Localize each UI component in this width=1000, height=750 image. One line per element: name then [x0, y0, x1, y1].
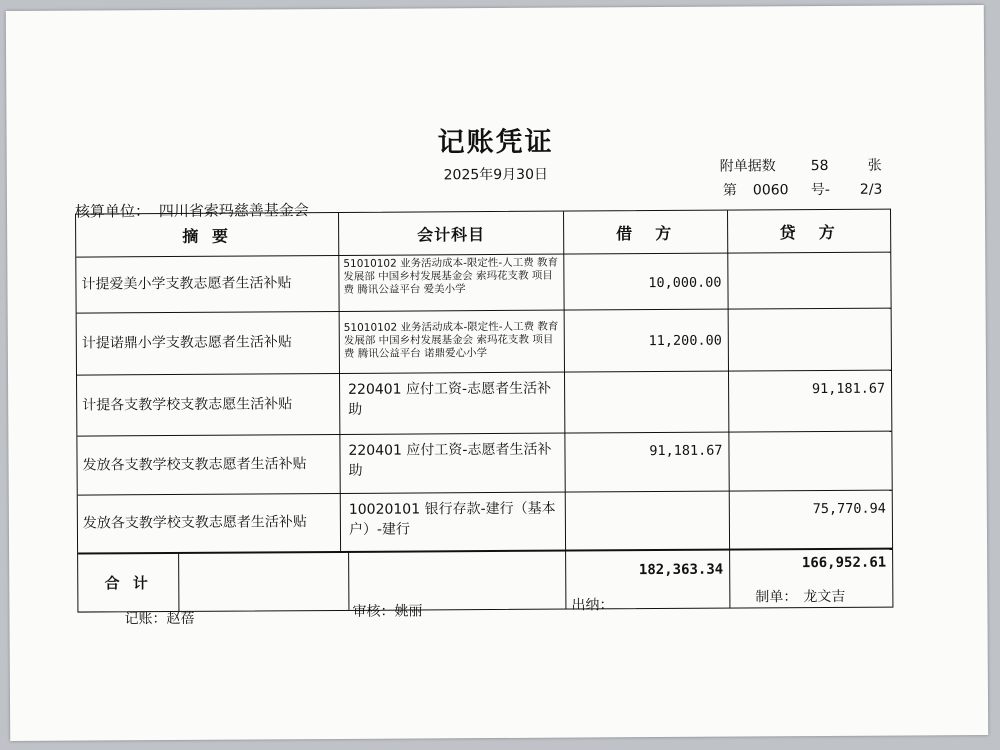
total-label: 合 计 — [104, 574, 152, 593]
row-credit — [728, 264, 890, 305]
header-account: 会计科目 — [417, 224, 486, 244]
row-credit: 75,770.94 — [812, 500, 886, 518]
row-account: 10020101 银行存款-建行（基本户）-建行 — [348, 500, 556, 538]
bookkeeper-name: 赵蓓 — [166, 610, 195, 628]
preparer-label: 制单： — [755, 589, 798, 606]
voucher-date: 2025年9月30日 — [443, 166, 549, 184]
attachment-count: 58 — [810, 157, 829, 175]
row-credit — [729, 322, 891, 363]
voucher-info — [720, 154, 890, 203]
cashier-label: 出纳： — [571, 597, 614, 614]
row-summary: 计提各支教学校支教志愿生活补贴 — [82, 395, 293, 414]
row-summary: 发放各支教学校支教志愿者生活补贴 — [82, 514, 307, 532]
row-summary: 计提爱美小学支教志愿者生活补贴 — [81, 275, 292, 293]
attachment-label: 附单据数 — [719, 158, 776, 175]
row-debit — [565, 372, 728, 413]
voucher-page: 2/3 — [859, 181, 883, 198]
row-debit: 10,000.00 — [648, 274, 722, 292]
row-account: 51010102 业务活动成本-限定性-人工费 教育发展部 中国乡村发展基金会 索玛花支教 项目费 腾讯公益平台 诺鼎爱心小学 — [343, 320, 559, 360]
voucher-number: 0060 — [752, 182, 789, 199]
row-summary: 计提诺鼎小学支教志愿者生活补贴 — [81, 334, 292, 352]
col-divider — [348, 551, 349, 610]
header-debit: 借 方 — [616, 223, 676, 243]
preparer-name: 龙文吉 — [803, 588, 846, 606]
preparer — [755, 586, 845, 607]
row-credit — [729, 432, 891, 473]
row-account: 220401 应付工资-志愿者生活补助 — [348, 380, 552, 418]
bookkeeper-label: 记账： — [124, 611, 167, 628]
row-account: 51010102 业务活动成本-限定性-人工费 教育发展部 中国乡村发展基金会 索玛花支教 项目费 腾讯公益平台 爱美小学 — [343, 256, 559, 296]
unit-name: 四川省索玛慈善基金会 — [158, 201, 309, 221]
voucher-title: 记账凭证 — [437, 126, 554, 159]
header-credit: 贷 方 — [779, 222, 839, 242]
row-debit: 11,200.00 — [648, 332, 722, 350]
auditor-label: 审核： — [352, 603, 395, 620]
total-credit: 166,952.61 — [801, 554, 887, 572]
row-debit: 91,181.67 — [649, 442, 723, 460]
auditor-name: 姚丽 — [394, 603, 423, 620]
total-debit: 182,363.34 — [638, 561, 724, 579]
voucher-table — [75, 209, 893, 613]
cashier — [571, 594, 613, 614]
bookkeeper — [124, 608, 194, 628]
attachment-unit: 张 — [867, 157, 882, 174]
voucher-paper — [6, 5, 988, 741]
row-credit: 91,181.67 — [811, 380, 886, 398]
unit-label: 核算单位： — [74, 202, 151, 221]
auditor — [352, 600, 422, 620]
number-suffix: 号- — [810, 181, 830, 199]
row-debit — [566, 492, 729, 533]
header-summary: 摘 要 — [182, 226, 232, 246]
row-account: 220401 应付工资-志愿者生活补助 — [348, 441, 552, 479]
number-prefix: 第 — [722, 182, 737, 199]
row-summary: 发放各支教学校支教志愿者生活补贴 — [82, 455, 307, 474]
